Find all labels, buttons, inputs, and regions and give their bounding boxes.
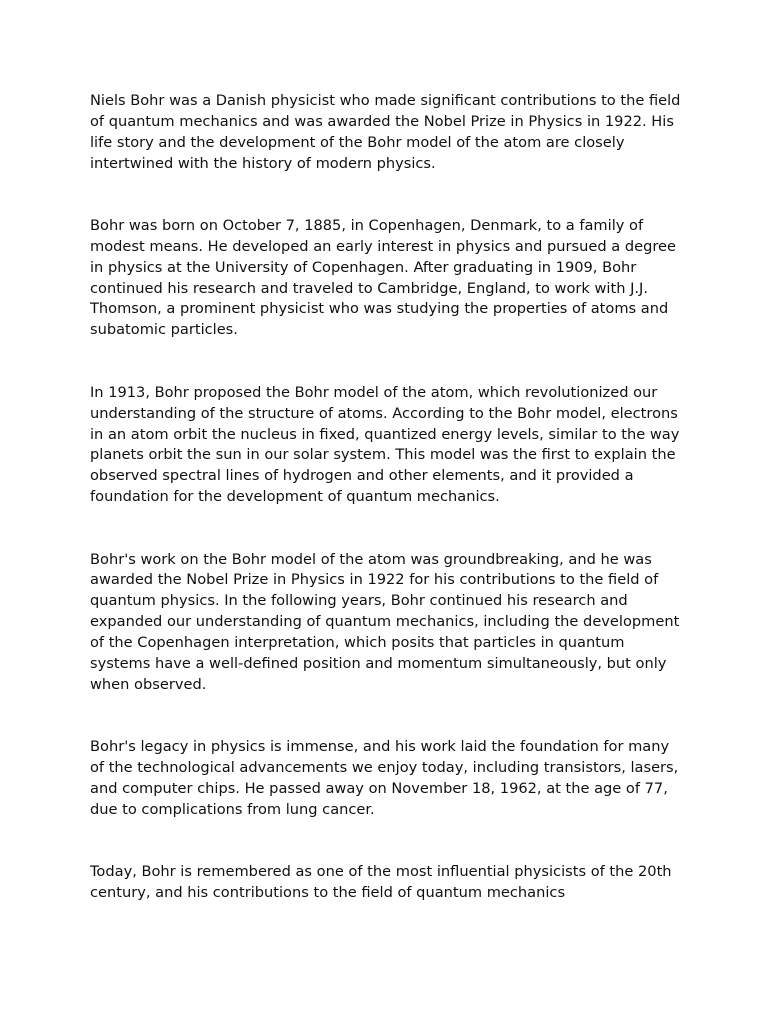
document-body xyxy=(90,91,686,904)
paragraph-4: Bohr's work on the Bohr model of the atom was groundbreaking, and he was awarded the Nobel Prize in Physics in 1922 for his contributions to the field of quantum physics. In the following years, Bohr continued his research and expanded our understanding of quantum mechanics, including the development of the Copenhagen interpretation, which posits that particles in quantum systems have a well-defined position and momentum simultaneously, but only when observed. xyxy=(90,550,680,693)
paragraph-2: Bohr was born on October 7, 1885, in Copenhagen, Denmark, to a family of modest means. He developed an early interest in physics and pursued a degree in physics at the University of Copenhagen. After graduating in 1909, Bohr continued his research and traveled to Cambridge, England, to work with J.J. Thomson, a prominent physicist who was studying the properties of atoms and subatomic particles. xyxy=(90,217,676,339)
paragraph-1: Niels Bohr was a Danish physicist who made significant contributions to the field of quantum mechanics and was awarded the Nobel Prize in Physics in 1922. His life story and the development of the Bohr model of the atom are closely intertwined with the history of modern physics. xyxy=(90,92,681,172)
paragraph-5: Bohr's legacy in physics is immense, and his work laid the foundation for many of the technological advancements we enjoy today, including transistors, lasers, and computer chips. He passed away on November 18, 1962, at the age of 77, due to complications from lung cancer. xyxy=(90,738,679,818)
paragraph-3: In 1913, Bohr proposed the Bohr model of the atom, which revolutionized our understanding of the structure of atoms. According to the Bohr model, electrons in an atom orbit the nucleus in fixed, quantized energy levels, similar to the way planets orbit the sun in our solar system. This model was the first to explain the observed spectral lines of hydrogen and other elements, and it provided a foundation for the development of quantum mechanics. xyxy=(90,383,680,506)
paragraph-6: Today, Bohr is remembered as one of the most influential physicists of the 20th century, and his contributions to the field of quantum mechanics xyxy=(90,863,672,902)
